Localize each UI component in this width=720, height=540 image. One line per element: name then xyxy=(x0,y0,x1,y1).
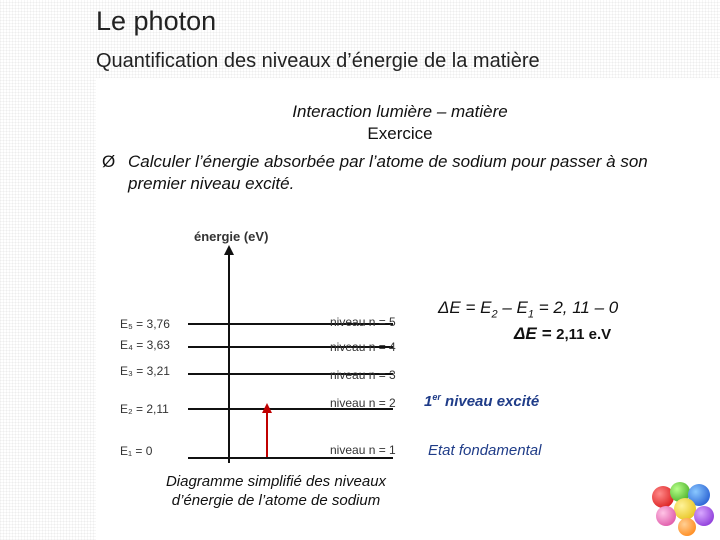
slide-subtitle: Quantification des niveaux d’énergie de la matière xyxy=(96,50,540,72)
formula-delta-e xyxy=(438,298,618,320)
excited-text: niveau excité xyxy=(440,393,540,410)
bullet-text: Calculer l’énergie absorbée par l’atome de sodium pour passer à son premier niveau excité. xyxy=(128,152,648,193)
slide-title: Le photon xyxy=(96,6,217,36)
formula-sub: 2 xyxy=(491,308,498,321)
level-energy: E₁ = 0 xyxy=(120,444,153,458)
colored-balls-logo xyxy=(650,480,720,540)
level-label: niveau n = 1 xyxy=(330,443,396,457)
orange-ball-icon xyxy=(678,518,696,536)
level-energy: E₂ = 2,11 xyxy=(120,402,169,416)
exercise-label: Exercice xyxy=(367,124,433,143)
formula-mid: – E xyxy=(497,298,528,317)
level-energy: E₃ = 3,21 xyxy=(120,364,170,378)
energy-axis xyxy=(228,253,230,463)
excited-level-note xyxy=(424,392,539,410)
caption-line: d’énergie de l’atome de sodium xyxy=(171,492,381,509)
level-energy: E₄ = 3,63 xyxy=(120,338,170,352)
purple-ball-icon xyxy=(694,506,714,526)
formula-sub: 1 xyxy=(527,308,534,321)
formula-prefix: ΔE = E xyxy=(438,298,492,317)
section-heading: Interaction lumière – matière xyxy=(292,102,508,121)
axis-label: énergie (eV) xyxy=(194,229,269,244)
caption-line: Diagramme simplifié des niveaux xyxy=(165,473,387,490)
formula-suffix: = 2, 11 – 0 xyxy=(533,298,619,317)
excited-num: 1 xyxy=(424,393,433,410)
level-label: niveau n = 2 xyxy=(330,396,396,410)
level-label: niveau n = 5 xyxy=(330,315,396,329)
formula-result-value: 2,11 e.V xyxy=(556,326,612,343)
formula-result-prefix: ΔE = xyxy=(514,324,557,343)
level-energy: E₅ = 3,76 xyxy=(120,317,170,331)
excited-sup: er xyxy=(432,392,441,402)
level-label: niveau n = 4 xyxy=(330,340,396,354)
bullet-arrow-icon: Ø xyxy=(102,152,116,171)
diagram-caption xyxy=(126,472,426,510)
transition-arrow xyxy=(266,411,268,457)
pink-ball-icon xyxy=(656,506,676,526)
level-label: niveau n = 3 xyxy=(330,368,396,382)
formula-result xyxy=(514,324,611,344)
yellow-ball-icon xyxy=(674,498,696,520)
energy-diagram xyxy=(118,225,396,465)
level-line xyxy=(188,457,393,459)
ground-state-note: Etat fondamental xyxy=(428,442,542,459)
